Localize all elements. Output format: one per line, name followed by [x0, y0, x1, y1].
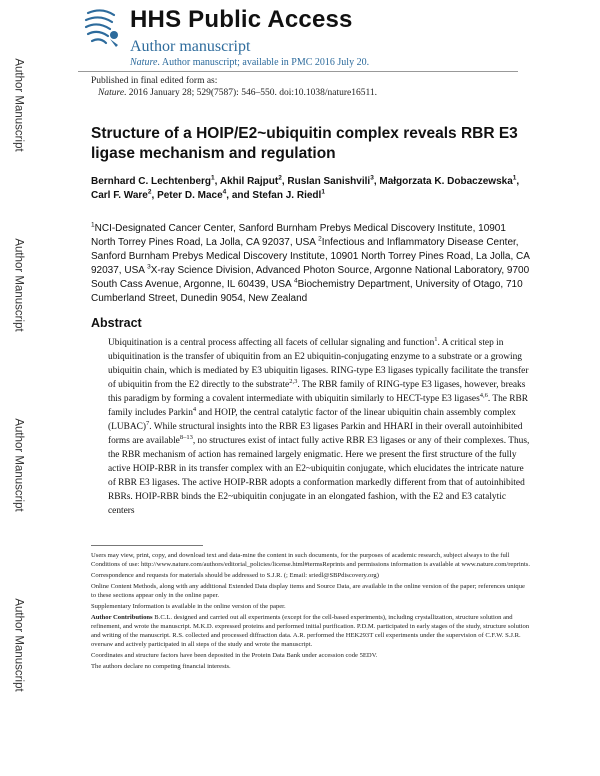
abstract-segment: . The RBR family includes Parkin [108, 394, 529, 418]
contributions-label: Author Contributions [91, 614, 153, 621]
abstract-segment: . The RBR family of RING-type E3 ligases, however, breaks this paradigm by forming a covalent intermediate with ubiquitin similarly to HECT-type E3 ligases [108, 380, 526, 404]
citation-sup: 4,6 [479, 391, 488, 399]
author-separator: , [516, 176, 520, 187]
footnote-competing: The authors declare no competing financial interests. [91, 663, 231, 670]
footnote-correspondence: Correspondence and requests for materials should be addressed to S.J.R. (; Email: sriedl@SBPdiscovery.org) [91, 572, 379, 579]
author-list [91, 175, 531, 203]
pubinfo-journal: Nature [98, 88, 125, 98]
publication-info [91, 75, 377, 99]
abstract-segment: . A critical step in ubiquitination is the transfer of ubiquitin from an E2 ubiquitin-conjugating enzyme to a substrate or a growing ubiquitin chain, which is mediated by E3 ubiquitin ligases. RING-type E3 ligases typically facilitate the transfer of ubiquitin from the E2 directly to the substrate [108, 338, 529, 390]
affiliation-sup: 2 [318, 235, 322, 243]
header-journal-note [130, 57, 369, 68]
pubinfo-line2 [91, 87, 377, 99]
author-affil-sup: 3 [370, 174, 374, 182]
abstract-heading: Abstract [91, 316, 142, 330]
header-title: HHS Public Access [130, 6, 353, 33]
citation-sup: 1 [434, 335, 438, 343]
abstract-segment: Ubiquitination is a central process affecting all facets of cellular signaling and function [108, 338, 435, 348]
citation-sup: 8–13 [179, 433, 193, 441]
abstract-segment: , no structures exist of intact fully active RBR E3 ligases or any of their complexes. Thus, the RBR mechanism of action has remained largely enigmatic. Here we present the first structure of the fully active HOIP-RBR in its transfer complex with an E2~ubiquitin conjugate, which elucidates the intricate nature of RBR E3 ligases. The active HOIP-RBR adopts a conformation markedly different from that of autoinhibited RBRs. HOIP-RBR binds the E2~ubiquitin conjugate in an elongated fashion, with the E2 and E3 catalytic centers [108, 436, 530, 516]
author-name: Peter D. Mace [157, 190, 223, 201]
sidebar-label: Author Manuscript [13, 598, 26, 692]
author-name: Stefan J. Riedl [252, 190, 322, 201]
author-affil-sup: 4 [222, 188, 227, 196]
affiliation-sup: 1 [91, 221, 95, 229]
author-name: Bernhard C. Lechtenberg [91, 176, 212, 187]
citation-sup: 2,3 [289, 377, 298, 385]
affiliation-sup: 3 [147, 263, 151, 271]
footnote-divider [91, 545, 203, 546]
sidebar-label: Author Manuscript [13, 58, 26, 152]
author-separator: , [373, 176, 380, 187]
footnote-supplementary: Supplementary Information is available in the online version of the paper. [91, 603, 286, 610]
article-title: Structure of a HOIP/E2~ubiquitin complex reveals RBR E3 ligase mechanism and regulation [91, 125, 518, 162]
journal-name: Nature [130, 57, 158, 68]
sidebar-label: Author Manuscript [13, 238, 26, 332]
affiliation-text: NCI-Designated Cancer Center, Sanford Burnham Prebys Medical Discovery Institute, 10901 North Torrey Pines Road, La Jolla, CA 92037, USA [91, 223, 506, 248]
affiliations [91, 222, 531, 306]
contributions-text: B.C.L. designed and carried out all experiments (except for the cell-based experiments), including crystallization, structure solution and refinement, and wrote the manuscript. M.K.D. expressed proteins and performed initial purification. P.D.M. participated in early stages of the study, structure solution and writing of the manuscript. R.S. collected and processed diffraction data. A.R. performed the HEK293T cell experiments under the supervision of C.F.W. S.J.R. oversaw and actively participated in all steps of the study and wrote the manuscript. [91, 614, 530, 648]
sidebar-label: Author Manuscript [13, 418, 26, 512]
author-separator: , and [226, 190, 253, 201]
citation-sup: 7 [146, 419, 150, 427]
author-affil-sup: 1 [211, 174, 215, 182]
author-affil-sup: 2 [147, 188, 152, 196]
abstract-segment: . While structural insights into the RBR E3 ligases Parkin and HHARI in their overall autoinhibited forms are available [108, 422, 523, 446]
author-name: Ruslan Sanishvili [287, 176, 371, 187]
header-divider [78, 71, 518, 72]
footnote-methods: Online Content Methods, along with any additional Extended Data display items and Source Data, are available in the online version of the paper; references unique to these sections appear only in the online paper. [91, 583, 525, 599]
affiliation-text: Infectious and Inflammatory Disease Center, Sanford Burnham Prebys Medical Discovery Institute, 10901 North Torrey Pines Road, La Jolla, CA 92037, USA [91, 237, 530, 276]
sidebar [0, 0, 38, 776]
citation-sup: 4 [192, 405, 197, 413]
footnotes [91, 551, 531, 673]
header-subtitle: Author manuscript [130, 38, 251, 55]
author-affil-sup: 2 [278, 174, 282, 182]
affiliation-text: X-ray Science Division, Advanced Photon Source, Argonne National Laboratory, 9700 South Cass Avenue, Argonne, IL 60439, USA [91, 265, 530, 290]
author-affil-sup: 1 [321, 188, 325, 196]
hhs-eagle-logo-icon [80, 5, 122, 51]
footnote-usage: Users may view, print, copy, and download text and data-mine the content in such documents, for the purposes of academic research, subject always to the full Conditions of use: http://www.nature.com/authors/editorial_policies/license.html#termsReprints and permissions information is available at www.nature.com/reprints. [91, 552, 531, 568]
author-name: Carl F. Ware [91, 190, 148, 201]
author-separator: , [151, 190, 158, 201]
abstract-segment: and HOIP, the central catalytic factor of the linear ubiquitin chain assembly complex (LUBAC) [108, 408, 516, 432]
footnote-deposition: Coordinates and structure factors have been deposited in the Protein Data Bank under accession code 5EDV. [91, 652, 378, 659]
pubinfo-citation: . 2016 January 28; 529(7587): 546–550. doi:10.1038/nature16511. [124, 88, 377, 98]
availability-note: . Author manuscript; available in PMC 2016 July 20. [157, 57, 370, 68]
affiliation-sup: 4 [293, 277, 298, 285]
footnote-contributions [91, 613, 531, 649]
author-name: Małgorzata K. Dobaczewska [379, 176, 513, 187]
author-separator: , [214, 176, 220, 187]
author-name: Akhil Rajput [219, 176, 279, 187]
author-affil-sup: 1 [512, 174, 517, 182]
pubinfo-line1: Published in final edited form as: [91, 76, 218, 86]
author-separator: , [281, 176, 288, 187]
affiliation-text: Biochemistry Department, University of Otago, 710 Cumberland Street, Dunedin 9054, New Zealand [91, 279, 523, 304]
abstract-text [108, 336, 533, 518]
